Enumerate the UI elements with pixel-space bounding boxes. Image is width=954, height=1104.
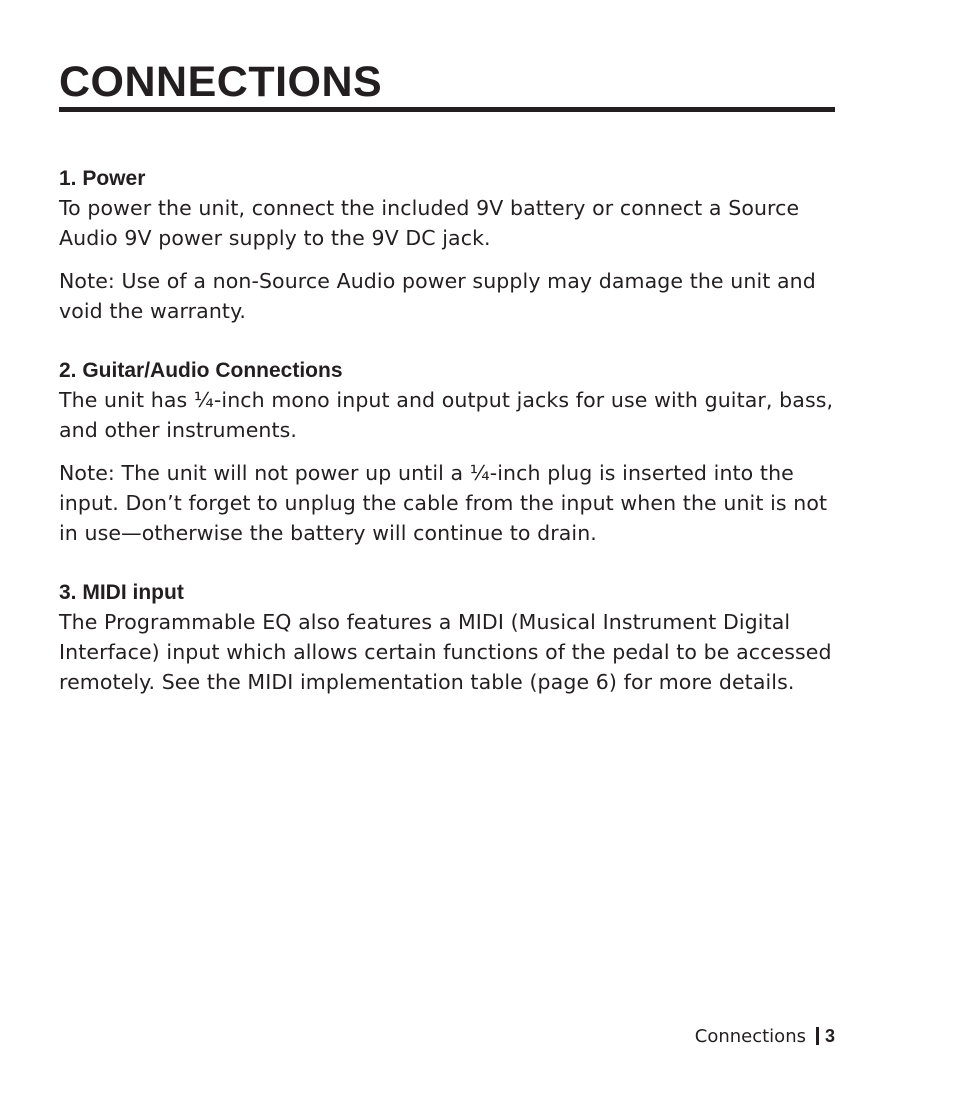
note-paragraph [59,458,849,548]
page-footer [695,1024,835,1049]
section-power [59,165,849,326]
title-rule [59,107,835,112]
note-label: Note: [59,461,115,485]
page-title: CONNECTIONS [59,58,383,106]
note-text: Use of a non-Source Audio power supply may damage the unit and void the warranty. [59,269,816,323]
section-body: The Programmable EQ also features a MIDI (Musical Instrument Digital Interface) input which allows certain functions of the pedal to be accessed remotely. See the MIDI implementation table (page 6) for more details. [59,610,832,694]
section-guitar-audio [59,357,849,548]
section-body: The unit has ¼-inch mono input and output jacks for use with guitar, bass, and other instruments. [59,388,834,442]
section-body: To power the unit, connect the included 9V battery or connect a Source Audio 9V power supply to the 9V DC jack. [59,196,800,250]
note-label: Note: [59,269,115,293]
footer-section-name: Connections [694,1026,806,1047]
note-paragraph [59,266,849,326]
section-midi-input [59,579,849,697]
section-heading: 2. Guitar/Audio Connections [59,359,343,382]
footer-separator [816,1027,819,1045]
page-number: 3 [824,1026,835,1046]
section-heading: 1. Power [59,167,146,190]
section-heading: 3. MIDI input [59,581,184,604]
note-text: The unit will not power up until a ¼-inch plug is inserted into the input. Don’t forget to unplug the cable from the input when the unit is not in use—otherwise the battery will continue to drain. [59,461,828,545]
